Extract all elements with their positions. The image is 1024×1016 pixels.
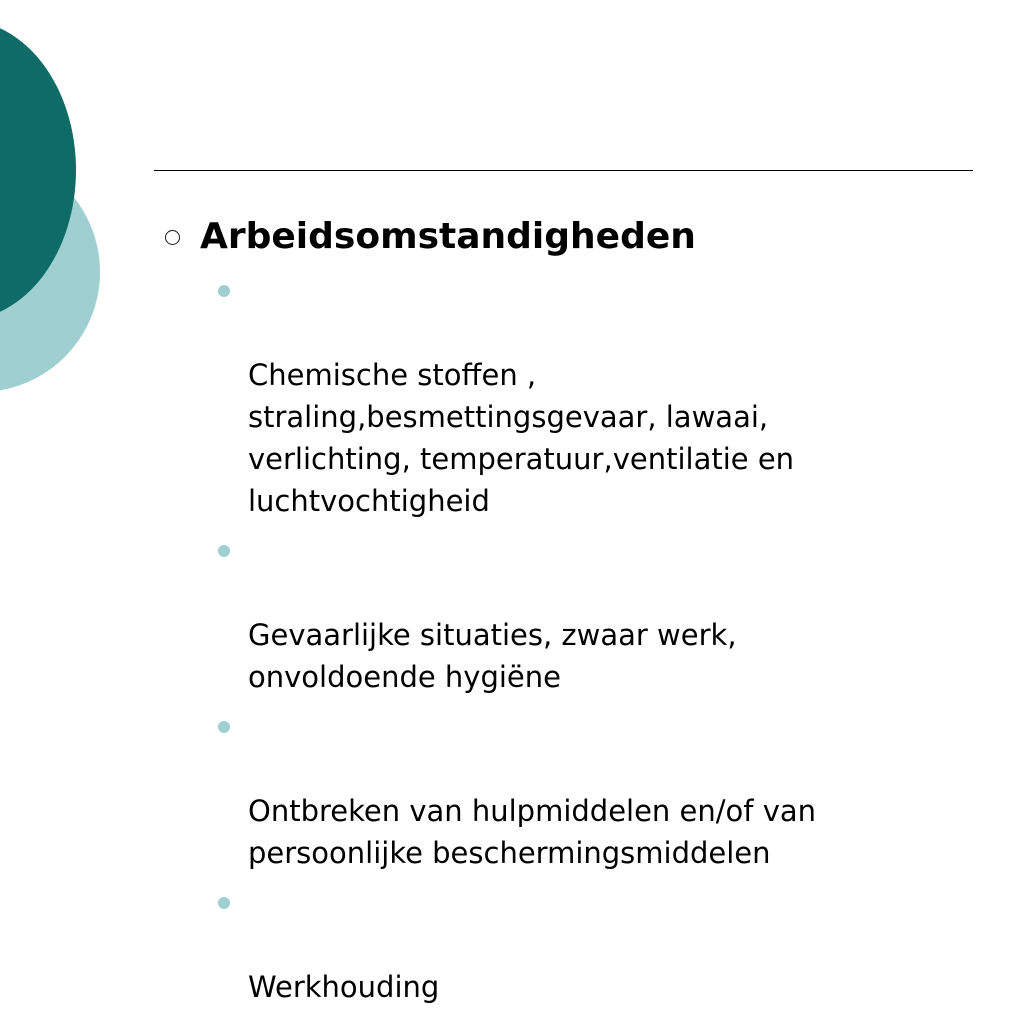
dot-bullet-icon	[218, 721, 230, 733]
list-item-text: Gevaarlijke situaties, zwaar werk, onvoldoende hygiëne	[248, 618, 737, 694]
dot-bullet-icon	[218, 897, 230, 909]
list-item-text: Werkhouding	[248, 970, 440, 1004]
list-item	[218, 706, 998, 874]
bullet-list	[218, 270, 998, 1016]
hollow-circle-bullet-icon	[165, 230, 180, 245]
list-item	[218, 270, 998, 522]
slide-heading: Arbeidsomstandigheden	[200, 216, 696, 257]
heading-row	[165, 212, 696, 262]
dot-bullet-icon	[218, 285, 230, 297]
dot-bullet-icon	[218, 545, 230, 557]
list-item	[218, 530, 998, 698]
list-item	[218, 882, 998, 1008]
list-item-text: Chemische stoffen , straling,besmettingsgevaar, lawaai, verlichting, temperatuur,ventilatie en luchtvochtigheid	[248, 358, 795, 518]
title-divider	[154, 170, 973, 171]
list-item-text: Ontbreken van hulpmiddelen en/of van persoonlijke beschermingsmiddelen	[248, 794, 817, 870]
